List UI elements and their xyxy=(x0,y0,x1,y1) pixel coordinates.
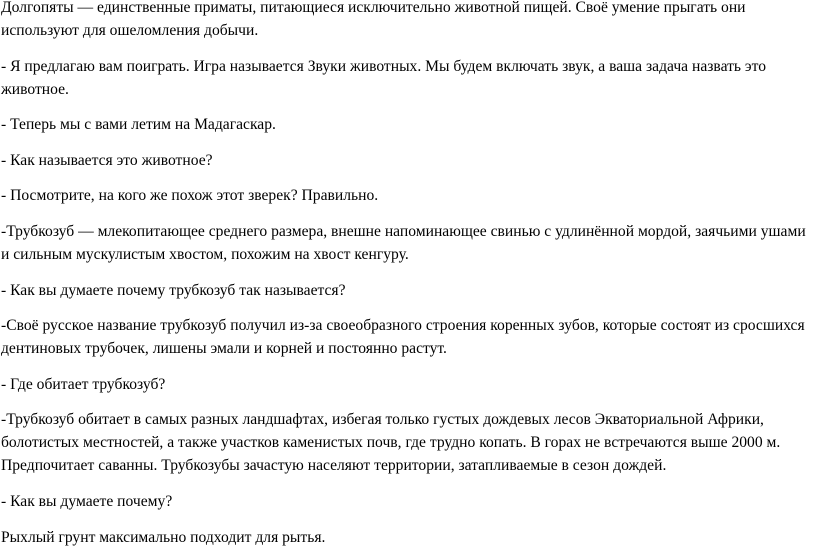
paragraph-aardvark-description: -Трубкозуб — млекопитающее среднего размера, внешне напоминающее свинью с удлинённой мордой, заячьими ушами и сильным мускулистым хвостом, похожим на хвост кенгуру. xyxy=(1,222,806,263)
paragraph-tarsiers: Долгопяты — единственные приматы, питающиеся исключительно животной пищей. Своё умение прыгать они используют для ошеломления добычи. xyxy=(1,0,746,39)
paragraph-question-name-origin: - Как вы думаете почему трубкозуб так называется? xyxy=(1,281,346,299)
paragraph-question-animal-name: - Как называется это животное? xyxy=(1,151,213,169)
paragraph-look-at-animal: - Посмотрите, на кого же похож этот зверек? Правильно. xyxy=(1,187,379,205)
paragraph-question-why: - Как вы думаете почему? xyxy=(1,492,173,510)
paragraph-madagascar: - Теперь мы с вами летим на Мадагаскар. xyxy=(1,116,276,134)
paragraph-name-origin: -Своё русское название трубкозуб получил из-за своеобразного строения коренных зубов, которые состоят из сросшихся дентиновых трубочек, лишены эмали и корней и постоянно растут. xyxy=(1,317,805,358)
paragraph-habitat: -Трубкозуб обитает в самых разных ландшафтах, избегая только густых дождевых лесов Экваториальной Африки, болотистых местностей, а также участков каменистых почв, где трудно копать. В горах не встречаются выше 2000 м. Предпочитает саванны. Трубкозубы зачастую населяют территории, затапливаемые в сезон дождей. xyxy=(1,411,781,475)
paragraph-game-invite: - Я предлагаю вам поиграть. Игра называется Звуки животных. Мы будем включать звук, а ваша задача назвать это животное. xyxy=(1,57,767,98)
paragraph-loose-soil: Рыхлый грунт максимально подходит для рытья. xyxy=(1,528,326,546)
paragraph-question-habitat: - Где обитает трубкозуб? xyxy=(1,375,166,393)
